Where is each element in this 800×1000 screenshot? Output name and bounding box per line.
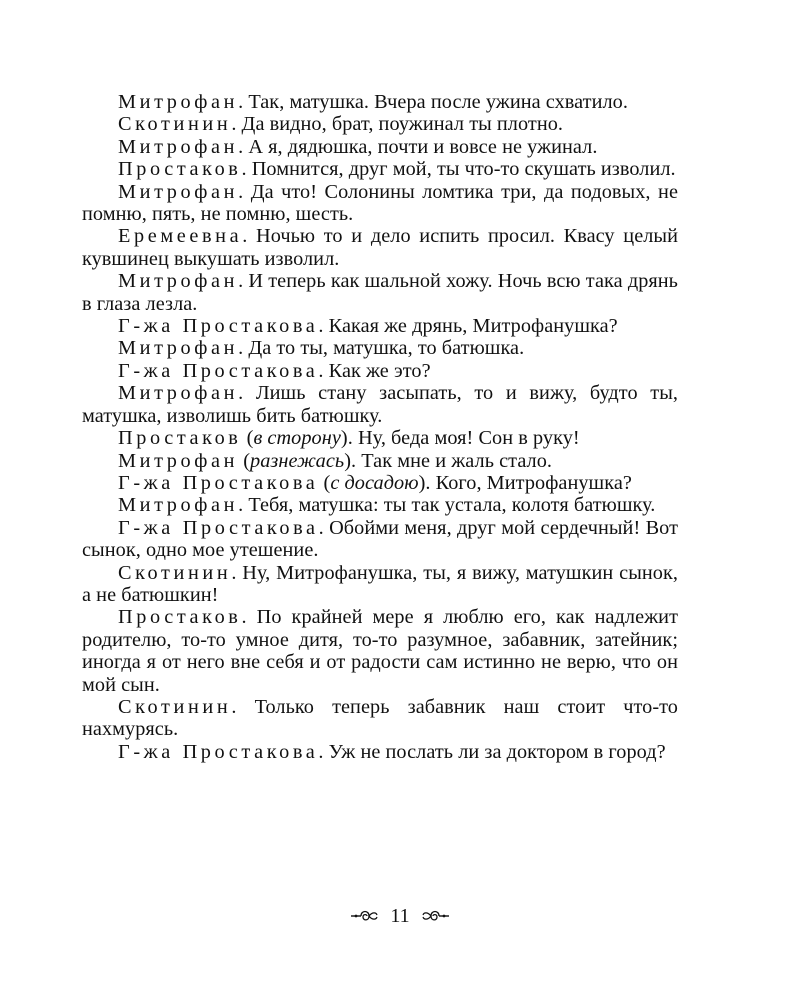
dialogue-line bbox=[82, 741, 678, 763]
dialogue-line: Простаков (в сторону). Ну, беда моя! Сон в руку! bbox=[118, 427, 580, 450]
speaker-name: Митрофан bbox=[118, 382, 239, 405]
line-text: . Так, матушка. Вчера после ужина схватило. bbox=[238, 91, 628, 113]
line-text: . Только теперь забавник наш стоит что-то нахмурясь. bbox=[82, 695, 678, 741]
dialogue-line: Г-жа Простакова (с досадою). Кого, Митрофанушка? bbox=[118, 471, 632, 494]
line-text: . Кого, Митрофанушка? bbox=[425, 471, 632, 494]
speaker-name: Г-жа Простакова bbox=[118, 740, 319, 763]
speaker-name: Митрофан bbox=[118, 91, 239, 113]
line-text: . Какая же дрянь, Митрофанушка? bbox=[318, 315, 618, 338]
line-text: . Так мне и жаль стало. bbox=[351, 449, 553, 472]
line-text: . Обойми меня, друг мой сердечный! Вот сынок, одно мое утешение. bbox=[82, 516, 678, 562]
speaker-name: Г-жа Простакова bbox=[118, 359, 319, 382]
line-text: . Да что! Солонины ломтика три, да подовых, не помню, пять, не помню, шесть. bbox=[82, 180, 678, 226]
speaker-name: Скотинин bbox=[118, 561, 232, 584]
speaker-name: Простаков bbox=[118, 158, 242, 181]
line-text: . По крайней мере я люблю его, как надлежит родителю, то-то умное дитя, то-то разумное, забавник, затейник; иногда я от него вне себя и от радости сам истинно не верю, что он мой сын. bbox=[82, 606, 678, 696]
dialogue-line bbox=[82, 337, 678, 359]
line-text: . Уж не послать ли за доктором в город? bbox=[318, 740, 666, 763]
line-text: . Да видно, брат, поужинал ты плотно. bbox=[231, 113, 564, 136]
dialogue-line bbox=[82, 113, 678, 135]
line-text: . Тебя, матушка: ты так устала, колотя батюшку. bbox=[238, 494, 656, 517]
page-body bbox=[82, 91, 678, 763]
speaker-name: Митрофан bbox=[118, 135, 239, 158]
line-text: . Как же это? bbox=[318, 359, 431, 382]
ornament-right-icon bbox=[421, 906, 451, 926]
dialogue-line bbox=[82, 606, 678, 696]
speaker-name: Скотинин bbox=[118, 113, 232, 136]
line-text: . Лишь стану засыпать, то и вижу, будто ты, матушка, изволишь бить батюшку. bbox=[82, 382, 678, 427]
dialogue-line bbox=[82, 382, 678, 427]
dialogue-line bbox=[82, 360, 678, 382]
speaker-name: Простаков bbox=[118, 427, 242, 450]
speaker-name: Митрофан bbox=[118, 449, 239, 472]
dialogue-line bbox=[82, 315, 678, 337]
speaker-name: Г-жа Простакова bbox=[118, 516, 319, 539]
speaker-name: Митрофан bbox=[118, 270, 239, 293]
speaker-name: Г-жа Простакова bbox=[118, 315, 319, 338]
line-text: . И теперь как шальной хожу. Ночь всю така дрянь в глаза лезла. bbox=[82, 270, 678, 315]
dialogue-line bbox=[82, 562, 678, 607]
line-text: . Ну, беда моя! Сон в руку! bbox=[347, 427, 580, 450]
speaker-name: Г-жа Простакова bbox=[118, 471, 319, 494]
dialogue-line bbox=[82, 696, 678, 741]
dialogue-line bbox=[82, 181, 678, 226]
speaker-name: Митрофан bbox=[118, 337, 239, 360]
line-text: . Ночью то и дело испить просил. Квасу целый кувшинец выкушать изволил. bbox=[82, 225, 678, 270]
line-text: . Ну, Митрофанушка, ты, я вижу, матушкин сынок, а не батюшкин! bbox=[82, 561, 678, 606]
dialogue-line bbox=[82, 136, 678, 158]
line-text: . А я, дядюшка, почти и вовсе не ужинал. bbox=[238, 135, 598, 158]
dialogue-line bbox=[82, 494, 678, 516]
dialogue-line: Митрофан (разнежась). Так мне и жаль стало. bbox=[118, 449, 553, 472]
dialogue-line bbox=[82, 91, 678, 113]
dialogue-line bbox=[82, 270, 678, 315]
line-text: . Помнится, друг мой, ты что-то скушать изволил. bbox=[241, 158, 676, 181]
line-text: . Да то ты, матушка, то батюшка. bbox=[238, 337, 525, 360]
page-footer bbox=[0, 904, 800, 928]
speaker-name: Митрофан bbox=[118, 494, 239, 517]
dialogue-line bbox=[82, 225, 678, 270]
dialogue-line bbox=[82, 158, 678, 180]
stage-direction: разнежась bbox=[250, 449, 345, 472]
stage-direction: с досадою bbox=[330, 471, 419, 494]
speaker-name: Митрофан bbox=[118, 180, 239, 203]
ornament-left-icon bbox=[349, 906, 379, 926]
speaker-name: Простаков bbox=[118, 606, 242, 629]
page-number: 11 bbox=[390, 904, 410, 927]
speaker-name: Скотинин bbox=[118, 695, 232, 718]
dialogue-line bbox=[82, 517, 678, 562]
stage-direction: в сторону bbox=[253, 427, 341, 450]
speaker-name: Еремеевна bbox=[118, 225, 243, 248]
